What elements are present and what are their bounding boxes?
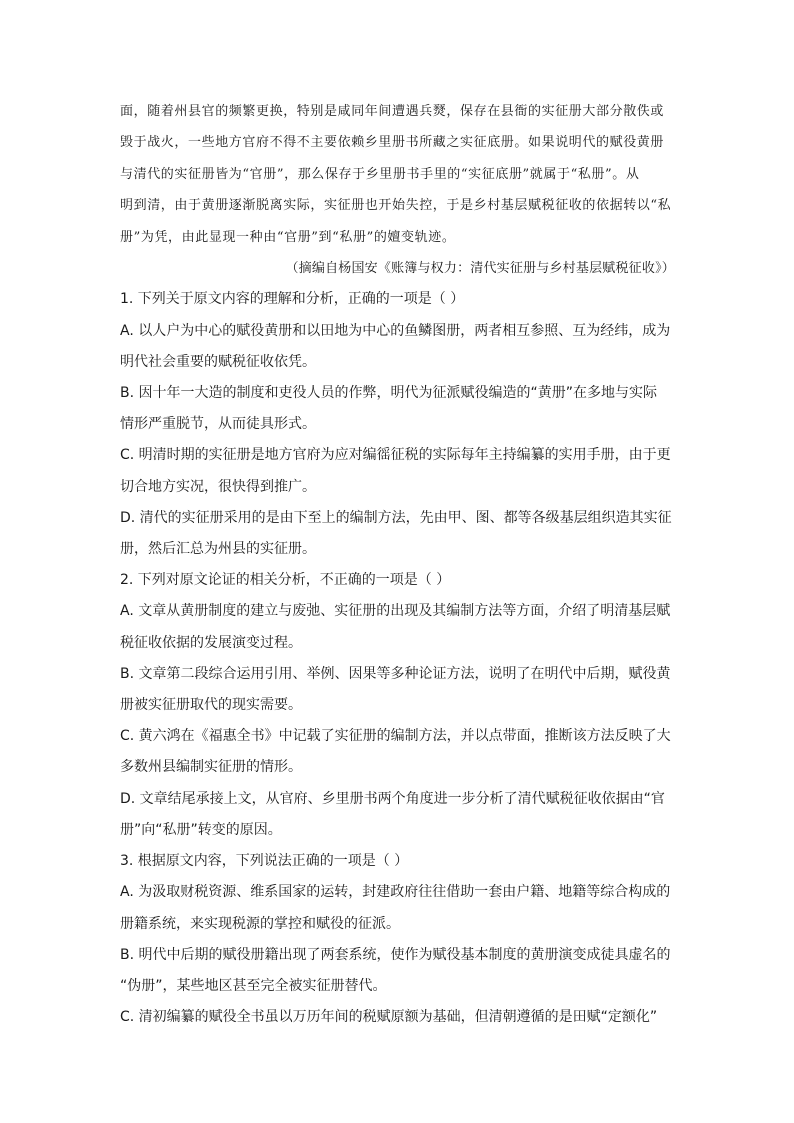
- question-3-stem: 3. 根据原文内容，下列说法正确的一项是（ ）: [120, 853, 409, 870]
- passage-line: 与清代的实征册皆为“官册”，那么保存于乡里册书手里的“实征底册”就属于“私册”。从: [120, 166, 640, 182]
- question-1-option-a-cont: 明代社会重要的赋税征收依凭。: [120, 353, 316, 370]
- question-list: [120, 284, 675, 1033]
- question-3-option-a: A. 为汲取财税资源、维系国家的运转，封建政府往往借助一套由户籍、地籍等综合构成的: [120, 884, 671, 901]
- question-2-option-c: C. 黄六鸿在《福惠全书》中记载了实征册的编制方法，并以点带面，推断该方法反映了大: [120, 728, 671, 745]
- question-2-option-c-cont: 多数州县编制实征册的情形。: [120, 759, 302, 776]
- passage-line: 册”为凭，由此显现一种由“官册”到“私册”的嬗变轨迹。: [120, 229, 456, 245]
- question-2-option-b: B. 文章第二段综合运用引用、举例、因果等多种论证方法，说明了在明代中后期，赋役黄: [120, 665, 671, 682]
- question-1-option-a: A. 以人户为中心的赋役黄册和以田地为中心的鱼鳞图册，两者相互参照、互为经纬，成为: [120, 322, 671, 339]
- question-3-option-b-cont: “伪册”，某些地区甚至完全被实征册替代。: [120, 977, 387, 994]
- document-page: [120, 96, 675, 1033]
- question-3-option-c: C. 清初编纂的赋役全书虽以万历年间的税赋原额为基础，但清朝遵循的是田赋“定额化”: [120, 1009, 658, 1026]
- question-2-option-b-cont: 册被实征册取代的现实需要。: [120, 697, 302, 714]
- question-1-option-d: D. 清代的实征册采用的是由下至上的编制方法，先由甲、图、都等各级基层组织造其实征: [120, 509, 672, 526]
- passage-excerpt: [120, 96, 675, 253]
- question-3-option-a-cont: 册籍系统，来实现税源的掌控和赋役的征派。: [120, 915, 400, 932]
- passage-line: 毁于战火，一些地方官府不得不主要依赖乡里册书所藏之实征底册。如果说明代的赋役黄册: [120, 135, 665, 151]
- question-1-option-b: B. 因十年一大造的制度和吏役人员的作弊，明代为征派赋役编造的“黄册”在多地与实际: [120, 385, 658, 402]
- question-2-stem: 2. 下列对原文论证的相关分析，不正确的一项是（ ）: [120, 572, 451, 589]
- passage-line: 明到清，由于黄册逐渐脱离实际，实征册也开始失控，于是乡村基层赋税征收的依据转以“私: [120, 198, 672, 214]
- question-1-option-c: C. 明清时期的实征册是地方官府为应对编徭征税的实际每年主持编纂的实用手册，由于更: [120, 447, 671, 464]
- question-2-option-d-cont: 册”向“私册”转变的原因。: [120, 821, 282, 838]
- question-1-stem: 1. 下列关于原文内容的理解和分析，正确的一项是（ ）: [120, 291, 465, 308]
- question-1-option-b-cont: 情形严重脱节，从而徒具形式。: [120, 416, 316, 433]
- question-2-option-a: A. 文章从黄册制度的建立与废弛、实征册的出现及其编制方法等方面，介绍了明清基层赋: [120, 603, 671, 620]
- question-1-option-c-cont: 切合地方实况，很快得到推广。: [120, 478, 316, 495]
- question-2-option-a-cont: 税征收依据的发展演变过程。: [120, 634, 302, 651]
- passage-line: 面，随着州县官的频繁更换，特别是咸同年间遭遇兵燹，保存在县衙的实征册大部分散佚或: [120, 104, 665, 119]
- question-2-option-d: D. 文章结尾承接上文，从官府、乡里册书两个角度进一步分析了清代赋税征收依据由“官: [120, 790, 665, 807]
- source-citation: （摘编自杨国安《账簿与权力：清代实征册与乡村基层赋税征收》）: [285, 261, 675, 277]
- question-1-option-d-cont: 册，然后汇总为州县的实征册。: [120, 541, 316, 558]
- question-3-option-b: B. 明代中后期的赋役册籍出现了两套系统，使作为赋役基本制度的黄册演变成徒具虚名的: [120, 946, 671, 963]
